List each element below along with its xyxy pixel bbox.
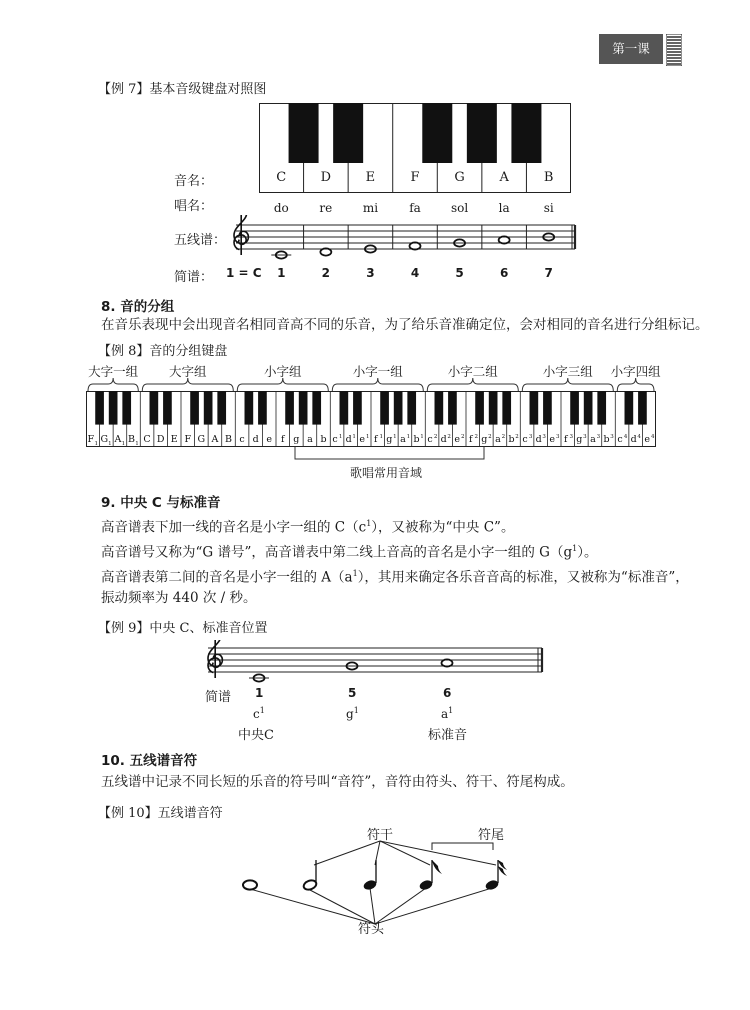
black-key [570,391,579,425]
black-key [190,391,199,425]
group-label: 小字四组 [610,364,661,379]
key-label: g [481,434,488,445]
svg-text:3: 3 [555,434,560,440]
key-label: C [143,434,151,445]
key-label: G [197,434,206,445]
sing-name: si [543,201,554,215]
note-name: E [365,170,376,185]
section-9-para-3: 高音谱表第二间的音名是小字一组的 $A(a^1)$，其用来确定各乐音音高的标准，又被称为“标准音”， [101,569,689,586]
black-key [638,391,647,425]
key-label: g [386,434,393,445]
key-label: d [440,434,447,445]
key-label: a [495,434,501,445]
jianpu-number: 5 [455,266,464,280]
black-key [502,391,511,425]
key-label: d [252,434,259,445]
svg-text:1: 1 [379,434,384,440]
svg-text:1: 1 [94,441,99,447]
svg-text:3: 3 [569,434,574,440]
black-key [122,391,131,425]
key-label: c [239,434,245,445]
note-name: A [499,170,509,185]
section-9-para-1: 高音谱表下加一线的音名是小字一组的 $C(c^1)$，又被称为“中央 C”。 [101,519,515,536]
ex9-name-a1: $a^1$ [441,706,454,721]
svg-text:3: 3 [583,434,587,440]
key-label: a [590,434,596,445]
black-key [340,391,349,425]
svg-text:4: 4 [623,434,628,440]
black-key [407,391,416,425]
section-8-title: 8. 音的分组 [101,299,175,315]
svg-text:2: 2 [488,434,492,440]
sing-name: sol [450,201,469,215]
svg-text:3: 3 [596,434,601,440]
group-label: 大字组 [169,364,207,379]
example-8-caption: 【例 8】音的分组键盘 [98,344,228,359]
svg-text:1: 1 [108,441,112,447]
key-label: f [374,434,378,445]
key-signature: 1 = C [226,266,262,280]
svg-text:1: 1 [352,434,356,440]
group-bracket [427,378,518,391]
group-label: 小字一组 [352,364,403,379]
black-key [285,391,294,425]
svg-text:3: 3 [610,434,614,440]
label-jianpu: 简谱： [174,270,214,285]
note-name: F [410,170,420,185]
svg-text:1: 1 [338,434,343,440]
svg-text:2: 2 [433,434,438,440]
ex9-name-c1: $c^1$ [253,706,265,721]
black-key [543,391,552,425]
section-9-para-4: 振动频率为 440 次 / 秒。 [101,590,257,606]
svg-text:2: 2 [501,434,506,440]
ex9-middle-c: 中央C [238,728,274,743]
sing-name: re [319,201,333,215]
key-label: F [184,434,192,445]
black-key [422,103,452,163]
section-9-para-2: 高音谱号又称为“G 谱号”，高音谱表中第二线上音高的音名是小字一组的 $G(g^1)$。 [101,544,598,561]
key-label: e [266,434,273,445]
key-label: b [508,434,515,445]
vocal-range-bracket [290,445,490,465]
key-label: a [307,434,313,445]
black-key [258,391,267,425]
key-label: g [576,434,583,445]
example-7-caption: 【例 7】基本音级键盘对照图 [98,82,267,97]
group-label: 小字组 [264,364,302,379]
key-label: D [156,434,165,445]
black-key [289,103,319,163]
svg-text:1: 1 [135,441,139,447]
key-label: b [603,434,610,445]
svg-text:2: 2 [515,434,519,440]
black-key [435,391,444,425]
key-label: e [644,434,651,445]
sing-name: la [498,201,510,215]
grouped-keyboard [86,391,656,447]
ex9-num-6: 6 [443,686,452,700]
black-key [163,391,172,425]
jianpu-number: 3 [366,266,375,280]
staff-9 [200,640,550,690]
key-label: d [630,434,637,445]
section-10-para: 五线谱中记录不同长短的乐音的符号叫“音符”，音符由符头、符干、符尾构成。 [101,774,574,790]
label-head: 符头 [358,922,385,937]
page-header: 第一课 003 [599,34,663,64]
key-label: A [211,434,219,445]
black-key [625,391,634,425]
black-key [95,391,104,425]
note-name: C [276,170,287,185]
label-note-names: 音名： [174,174,214,189]
group-label: 小字三组 [542,364,593,379]
staff-7 [228,215,583,265]
ex9-jianpu-label: 简谱 [205,690,232,705]
jianpu-number: 6 [499,266,509,280]
key-label: E [170,434,178,445]
key-label: g [293,434,300,445]
key-label: e [359,434,366,445]
black-key [150,391,159,425]
svg-text:3: 3 [528,434,533,440]
example-7-diagram [0,0,750,290]
key-label: d [345,434,352,445]
black-key [353,391,362,425]
black-key [584,391,593,425]
black-key [380,391,389,425]
svg-text:1: 1 [365,434,370,440]
group-bracket [617,378,654,391]
svg-text:4: 4 [637,434,641,440]
svg-text:3: 3 [542,434,546,440]
svg-text:2: 2 [460,434,465,440]
key-label: e [454,434,461,445]
key-label: c [427,434,433,445]
svg-text:2: 2 [474,434,479,440]
svg-text:4: 4 [650,434,655,440]
jianpu-number: 4 [410,266,420,280]
svg-text:2: 2 [447,434,451,440]
black-key [217,391,226,425]
label-sing-names: 唱名： [174,199,214,214]
note-name: B [543,170,554,185]
key-label: d [535,434,542,445]
label-stem: 符干 [367,828,394,843]
key-label: e [549,434,556,445]
example-9-caption: 【例 9】中央 C、标准音位置 [98,621,268,636]
note-name: D [320,170,332,185]
sing-name: do [273,201,289,215]
note-name: G [454,170,465,185]
svg-text:1: 1 [393,434,397,440]
section-9-title: 9. 中央 C 与标准音 [101,495,221,511]
key-label: f [564,434,568,445]
black-key [312,391,321,425]
section-10-title: 10. 五线谱音符 [101,753,198,769]
eighth-note-icon [418,860,442,891]
black-key [448,391,457,425]
ex9-standard-pitch: 标准音 [428,728,468,743]
ex9-name-g1: $g^1$ [346,706,359,721]
key-label: A [114,434,122,445]
black-key [245,391,254,425]
group-label: 小字二组 [447,364,498,379]
group-bracket [88,378,138,391]
jianpu-number: 7 [544,266,553,280]
group-bracket [142,378,233,391]
vocal-range-label: 歌唱常用音域 [350,466,423,480]
key-label: c [332,434,338,445]
black-key [475,391,484,425]
jianpu-number: 1 [277,266,286,280]
black-key [333,103,363,163]
svg-text:1: 1 [121,441,126,447]
example-10-caption: 【例 10】五线谱音符 [98,806,223,821]
group-label: 大字一组 [88,364,139,379]
key-label: b [320,434,327,445]
svg-text:1: 1 [406,434,411,440]
black-key [597,391,606,425]
key-label: F [87,434,95,445]
label-staff: 五线谱： [174,233,227,248]
black-key [109,391,118,425]
key-label: G [100,434,109,445]
ex9-num-5: 5 [348,686,357,700]
black-key [394,391,403,425]
group-bracket [237,378,328,391]
ex9-num-1: 1 [255,686,264,700]
sing-name: fa [409,201,421,215]
black-key [467,103,497,163]
sing-name: mi [362,201,379,215]
label-flag: 符尾 [478,828,505,843]
group-bracket [522,378,613,391]
jianpu-number: 2 [321,266,331,280]
svg-text:1: 1 [420,434,424,440]
key-label: b [413,434,420,445]
black-key [530,391,539,425]
group-bracket [332,378,423,391]
key-label: f [281,434,285,445]
key-label: f [469,434,473,445]
section-8-para: 在音乐表现中会出现音名相同音高不同的乐音，为了给乐音准确定位，会对相同的音名进行分组标记。 [101,317,709,333]
key-label: B [128,434,135,445]
key-label: a [400,434,406,445]
whole-note-icon [243,880,257,889]
black-key [299,391,308,425]
black-key [204,391,213,425]
key-label: c [522,434,528,445]
black-key [489,391,498,425]
black-key [511,103,541,163]
key-label: c [617,434,623,445]
key-label: B [225,434,232,445]
